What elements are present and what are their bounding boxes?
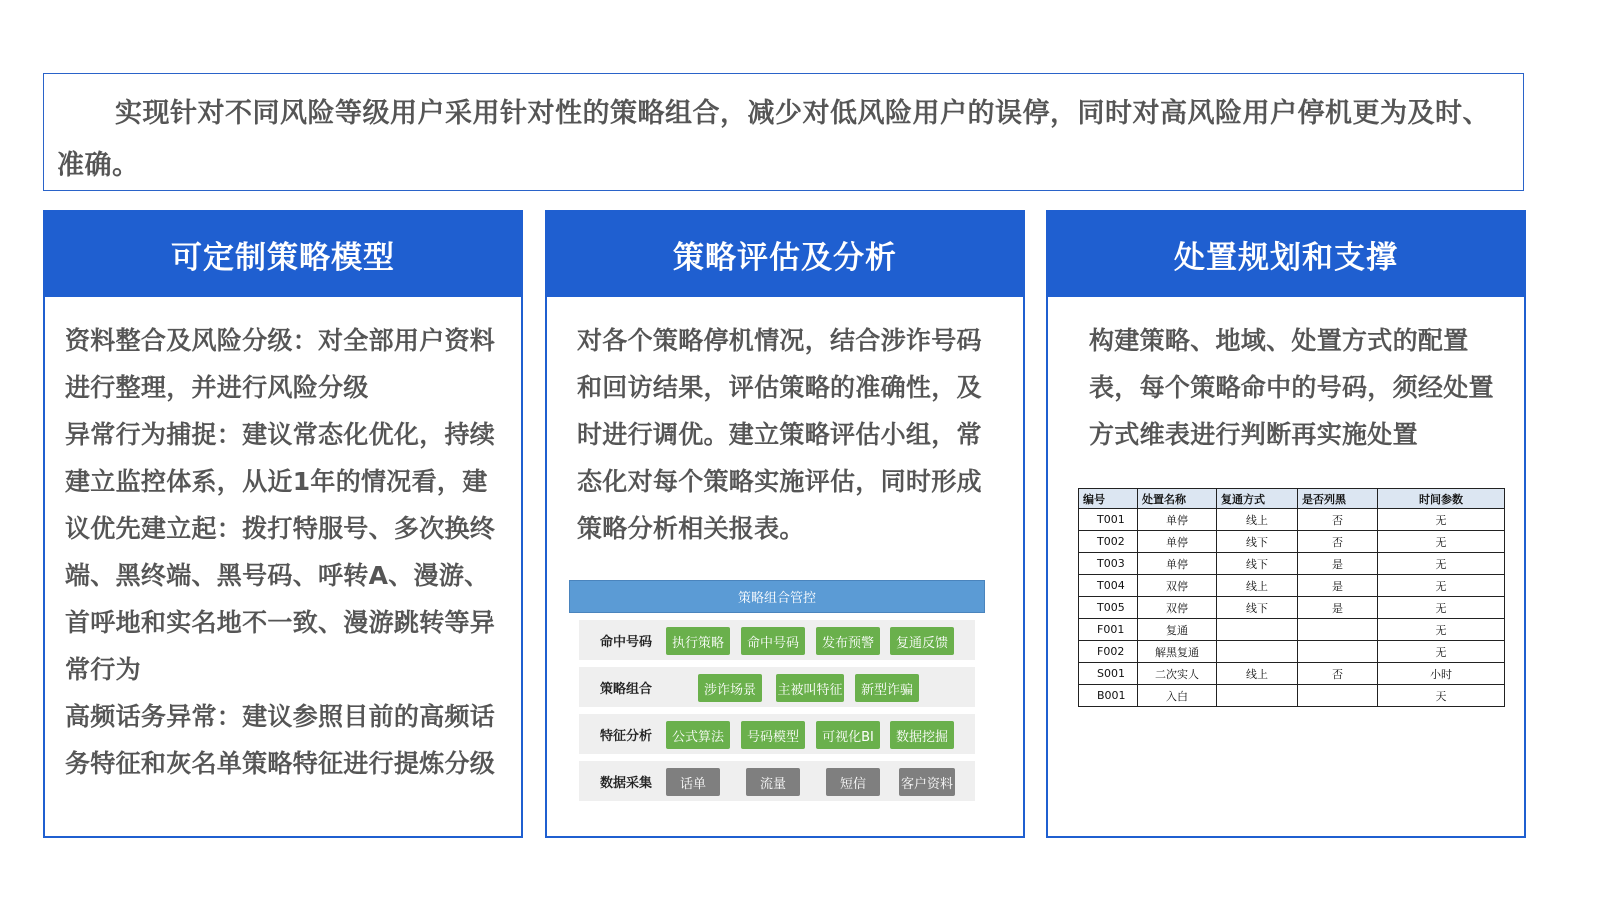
- table-cell: S001: [1079, 663, 1138, 685]
- table-row: [1079, 619, 1505, 641]
- intro-text: 实现针对不同风险等级用户采用针对性的策略组合，减少对低风险用户的误停，同时对高风险用户停机更为及时、准确。: [57, 98, 1490, 181]
- diagram-chip: 可视化BI: [816, 721, 880, 749]
- intro-box: [43, 73, 1524, 191]
- table-cell: 无: [1378, 597, 1505, 619]
- table-cell: 天: [1378, 685, 1505, 707]
- table-cell: 解黑复通: [1138, 641, 1217, 663]
- diagram-row: [579, 761, 975, 801]
- table-cell: 无: [1378, 531, 1505, 553]
- diagram-title: 策略组合管控: [569, 580, 985, 613]
- table-cell: F001: [1079, 619, 1138, 641]
- table-cell: 线上: [1217, 509, 1298, 531]
- card-title: 处置规划和支撑: [1048, 212, 1524, 297]
- table-cell: 无: [1378, 619, 1505, 641]
- diagram-chip: 发布预警: [816, 627, 880, 655]
- card-customizable-strategy-model: [43, 210, 523, 838]
- diagram-chip: 号码模型: [741, 721, 805, 749]
- table-header-row: [1079, 489, 1505, 509]
- diagram-chip: 复通反馈: [890, 627, 954, 655]
- card-disposal-planning: [1046, 210, 1526, 838]
- table-cell: 无: [1378, 553, 1505, 575]
- table-row: [1079, 509, 1505, 531]
- table-cell: 否: [1298, 531, 1378, 553]
- table-row: [1079, 597, 1505, 619]
- row-label: 策略组合: [600, 681, 653, 697]
- diagram-chip: 话单: [666, 768, 720, 796]
- table-cell: 二次实人: [1138, 663, 1217, 685]
- table-cell: T005: [1079, 597, 1138, 619]
- table-header: 复通方式: [1217, 489, 1298, 509]
- card-paragraph: 对各个策略停机情况，结合涉诈号码和回访结果，评估策略的准确性，及时进行调优。建立策略评估小组，常态化对每个策略实施评估，同时形成策略分析相关报表。: [577, 326, 982, 543]
- table-header: 是否列黑: [1298, 489, 1378, 509]
- table-cell: B001: [1079, 685, 1138, 707]
- table-cell: 否: [1298, 509, 1378, 531]
- table-cell: 双停: [1138, 575, 1217, 597]
- table-row: [1079, 685, 1505, 707]
- table-header: 编号: [1079, 489, 1138, 509]
- table-row: [1079, 663, 1505, 685]
- diagram-chip: 公式算法: [666, 721, 730, 749]
- table-cell: 单停: [1138, 531, 1217, 553]
- table-cell: 是: [1298, 553, 1378, 575]
- table-cell: T001: [1079, 509, 1138, 531]
- diagram-row: [579, 714, 975, 754]
- card-body: [547, 297, 1023, 552]
- table-cell: [1217, 685, 1298, 707]
- diagram-chip: 流量: [746, 768, 800, 796]
- table-cell: 单停: [1138, 553, 1217, 575]
- diagram-chip: 主被叫特征: [776, 674, 844, 702]
- table-cell: 无: [1378, 575, 1505, 597]
- table-header: 处置名称: [1138, 489, 1217, 509]
- row-label: 命中号码: [600, 634, 653, 650]
- row-label: 特征分析: [600, 728, 653, 744]
- disposal-config-table: [1078, 488, 1505, 707]
- diagram-chip: 新型诈骗: [855, 674, 919, 702]
- table-cell: 线下: [1217, 553, 1298, 575]
- table-cell: 线下: [1217, 531, 1298, 553]
- table-cell: 复通: [1138, 619, 1217, 641]
- table-cell: [1217, 641, 1298, 663]
- diagram-chip: 短信: [826, 768, 880, 796]
- card-paragraph: 高频话务异常：建议参照目前的高频话务特征和灰名单策略特征进行提炼分级: [65, 702, 496, 778]
- diagram-row: [579, 620, 975, 660]
- table-cell: [1298, 641, 1378, 663]
- diagram-chip: 执行策略: [666, 627, 730, 655]
- card-paragraph: 异常行为捕捉：建议常态化优化，持续建立监控体系，从近1年的情况看，建议优先建立起：拨打特服号、多次换终端、黑终端、黑号码、呼转A、漫游、首呼地和实名地不一致、漫游跳转等异常行为: [65, 420, 496, 684]
- table-header: 时间参数: [1378, 489, 1505, 509]
- table-cell: [1298, 685, 1378, 707]
- table-cell: F002: [1079, 641, 1138, 663]
- card-body: [45, 297, 521, 787]
- table-cell: 否: [1298, 663, 1378, 685]
- row-label: 数据采集: [600, 775, 653, 791]
- card-paragraph: 构建策略、地域、处置方式的配置表，每个策略命中的号码，须经处置方式维表进行判断再实施处置: [1089, 326, 1494, 449]
- table-cell: [1298, 619, 1378, 641]
- table-cell: 是: [1298, 575, 1378, 597]
- table-cell: 线下: [1217, 597, 1298, 619]
- table-cell: 线上: [1217, 663, 1298, 685]
- table-cell: 小时: [1378, 663, 1505, 685]
- table-row: [1079, 553, 1505, 575]
- diagram-chip: 命中号码: [741, 627, 805, 655]
- diagram-chip: 客户资料: [899, 768, 955, 796]
- table-cell: 双停: [1138, 597, 1217, 619]
- table-cell: [1217, 619, 1298, 641]
- table-cell: T004: [1079, 575, 1138, 597]
- table-cell: 无: [1378, 641, 1505, 663]
- table-cell: 是: [1298, 597, 1378, 619]
- diagram-row: [579, 667, 975, 707]
- card-strategy-evaluation: [545, 210, 1025, 838]
- strategy-combination-diagram: [569, 580, 985, 798]
- diagram-chip: 数据挖掘: [890, 721, 954, 749]
- table-cell: T002: [1079, 531, 1138, 553]
- table-cell: 线上: [1217, 575, 1298, 597]
- table-cell: 无: [1378, 509, 1505, 531]
- table-row: [1079, 531, 1505, 553]
- table-cell: 单停: [1138, 509, 1217, 531]
- table-row: [1079, 641, 1505, 663]
- table-row: [1079, 575, 1505, 597]
- table-cell: 入白: [1138, 685, 1217, 707]
- diagram-chip: 涉诈场景: [698, 674, 762, 702]
- card-title: 可定制策略模型: [45, 212, 521, 297]
- card-title: 策略评估及分析: [547, 212, 1023, 297]
- card-paragraph: 资料整合及风险分级：对全部用户资料进行整理，并进行风险分级: [65, 326, 496, 402]
- table-cell: T003: [1079, 553, 1138, 575]
- card-body: [1048, 297, 1524, 458]
